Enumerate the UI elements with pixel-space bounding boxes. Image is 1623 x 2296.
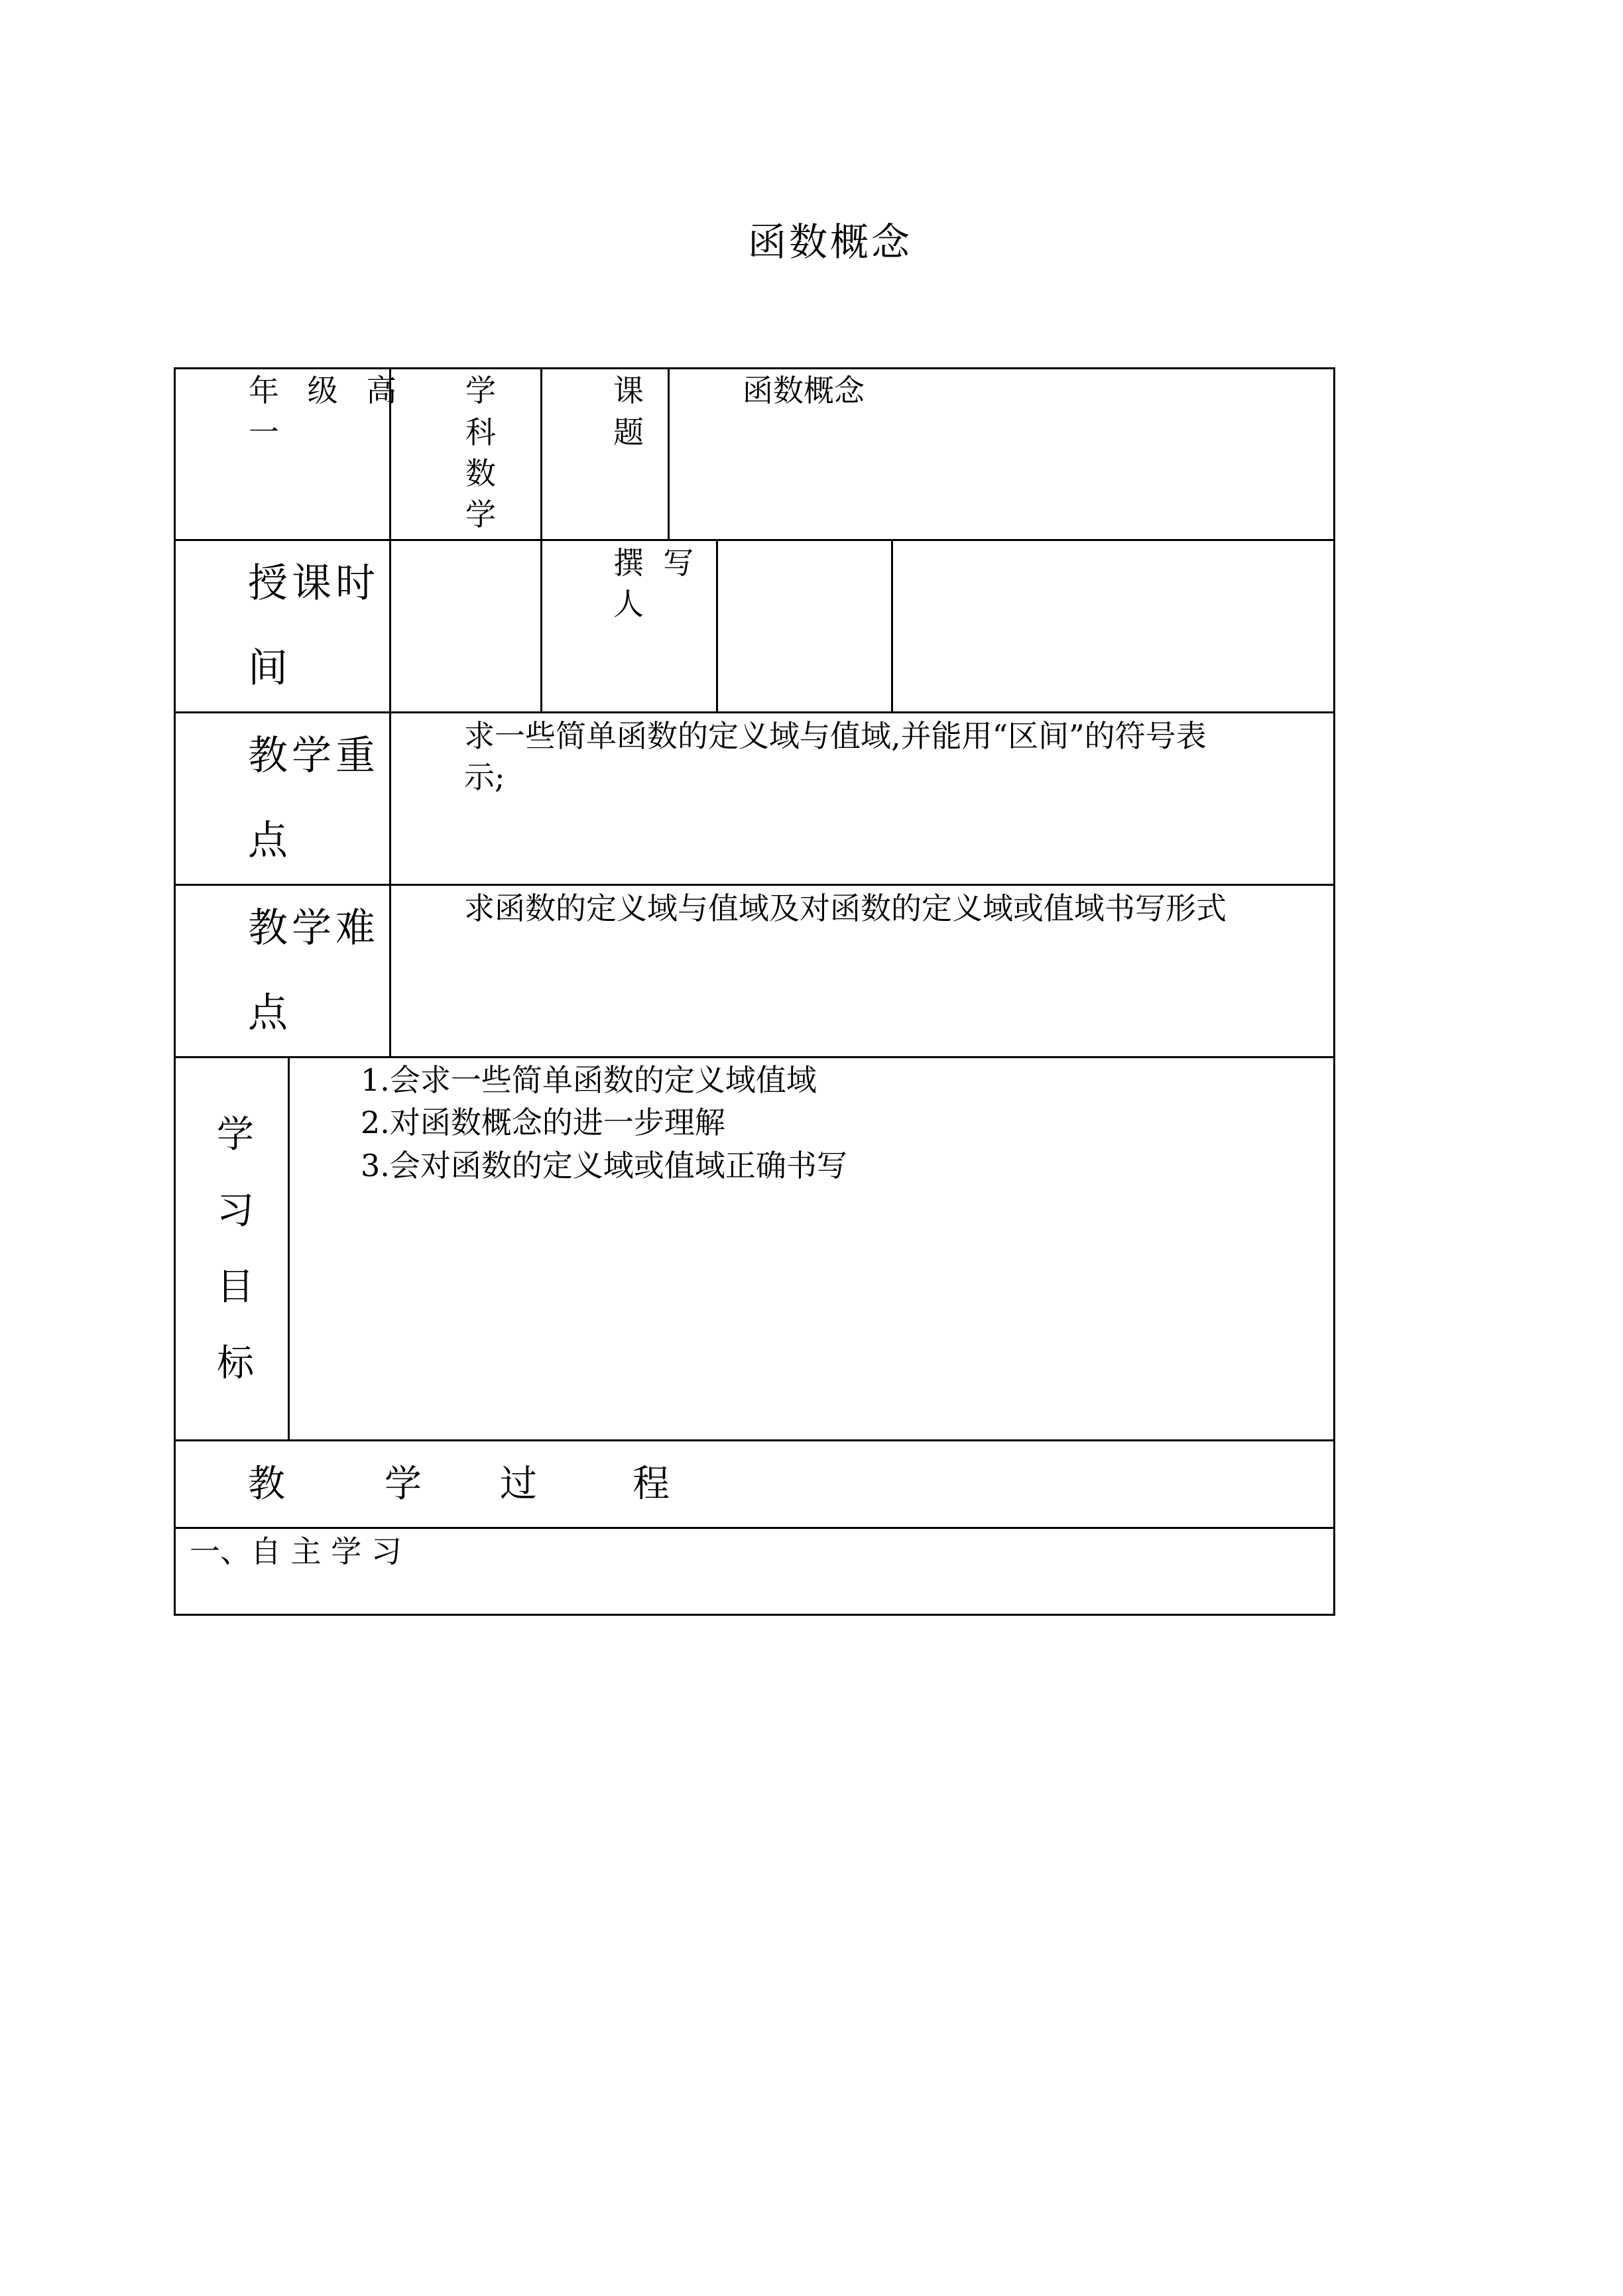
objective-item: 3.会对函数的定义域或值域正确书写 [361,1148,847,1183]
cell-divider [668,367,670,541]
page-title: 函数概念 [748,219,913,265]
grade-label: 年 级 高 [249,373,406,408]
table-border-top [174,367,1335,369]
difficulties-text: 求函数的定义域与值域及对函数的定义域或值域书写形式 [464,890,1227,926]
topic-label-char: 课 [613,373,644,408]
writer-label: 人 [613,586,644,622]
blank-cell [893,541,1333,711]
objectives-label-char: 标 [217,1342,254,1385]
objective-item: 2.对函数概念的进一步理解 [361,1105,725,1140]
key-points-text: 示; [464,759,505,795]
table-border-right [1333,367,1335,1616]
process-heading-char: 学 [385,1463,422,1506]
topic-value: 函数概念 [743,373,865,408]
key-points-label: 教学重 [248,733,379,779]
table-border-bottom [174,1614,1335,1616]
subject-value-char: 数 [465,455,496,491]
row-divider [174,1439,1335,1441]
objectives-label-char: 目 [217,1266,254,1309]
objectives-label-char: 学 [217,1113,254,1156]
subject-label-char: 学 [465,373,496,408]
cell-divider [288,1056,290,1441]
key-points-label: 点 [248,817,288,864]
cell-divider [540,539,542,713]
process-heading-char: 程 [632,1463,670,1506]
process-heading-char: 过 [500,1463,537,1506]
row-divider [174,884,1335,886]
lesson-plan-table [174,367,1335,1616]
process-heading-char: 教 [248,1463,285,1506]
topic-label-char: 题 [613,414,644,450]
difficulties-label: 教学难 [248,905,379,951]
difficulties-label: 点 [248,990,288,1036]
objectives-label-char: 习 [217,1189,254,1233]
row-divider [174,711,1335,713]
time-label: 授课时 [248,560,379,607]
row-divider [174,1056,1335,1058]
writer-label: 撰 写 [613,545,694,581]
cell-divider [540,367,542,541]
time-label: 间 [248,645,288,692]
time-value-cell [391,541,540,711]
writer-value-cell [718,541,891,711]
section-heading: 一、自 主 学 习 [190,1534,402,1569]
subject-value-char: 学 [465,497,496,532]
key-points-text: 求一些简单函数的定义域与值域,并能用“区间”的符号表 [464,718,1207,754]
table-border-left [174,367,176,1616]
subject-label-char: 科 [465,414,496,450]
cell-divider [389,711,391,1058]
objective-item: 1.会求一些简单函数的定义域值域 [361,1062,817,1098]
row-divider [174,1527,1335,1529]
grade-value: 一 [249,414,279,450]
